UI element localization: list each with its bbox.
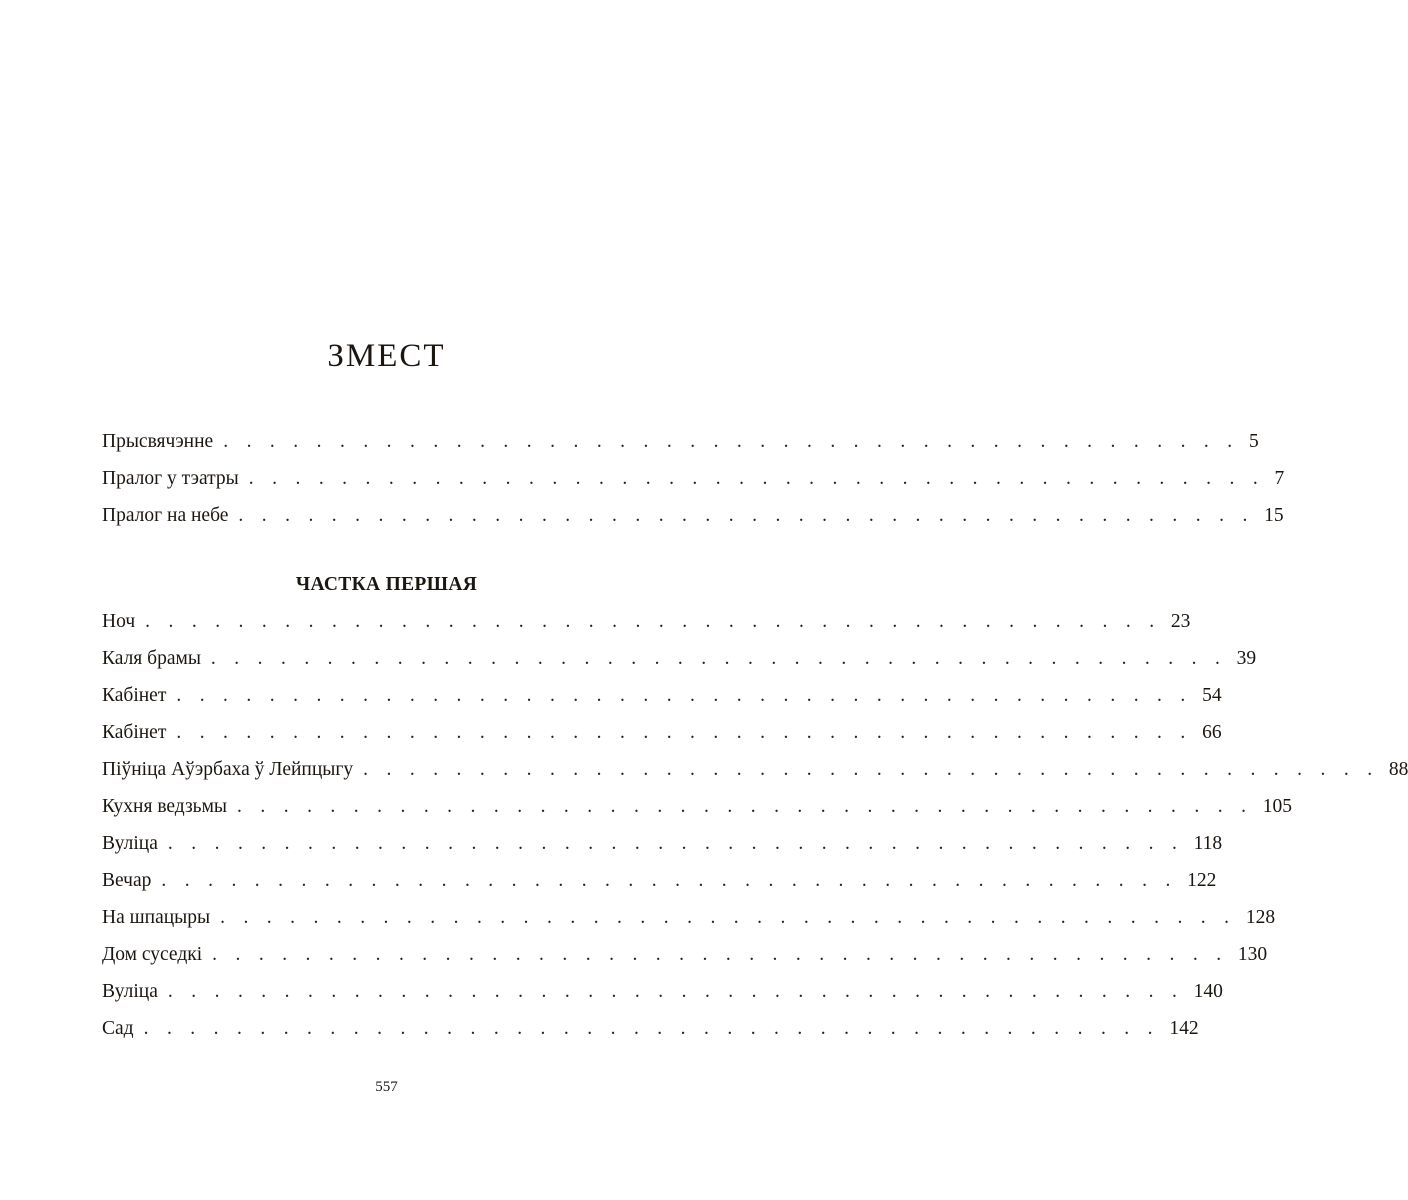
toc-entry-label: Кухня ведзьмы [102, 796, 228, 817]
toc-entry-page: 7 [1274, 468, 1285, 489]
dot-leader: . . . . . . . . . . . . . . . . . . . . . . . . . . . . . . . . . . . . . . . . . . . . [237, 796, 1253, 817]
toc-entry-label: Прысвячэнне [102, 431, 214, 452]
toc-entry[interactable] [102, 1010, 1199, 1047]
toc-entry-label: На шпацыры [102, 907, 211, 928]
toc-entry-page: 15 [1264, 505, 1284, 526]
toc-entry-label: Кабінет [102, 722, 167, 743]
toc-entry-page: 66 [1202, 722, 1222, 743]
toc-entry[interactable] [102, 973, 1223, 1010]
toc-entry-label: Вечар [102, 870, 152, 891]
toc-entry[interactable] [102, 460, 1285, 497]
toc-entry-label: Вуліца [102, 981, 158, 1002]
toc-entry[interactable] [102, 714, 1222, 751]
toc-entry-page: 39 [1236, 648, 1257, 669]
dot-leader: . . . . . . . . . . . . . . . . . . . . . . . . . . . . . . . . . . . . . . . . . . . . [248, 468, 1265, 489]
toc-entry[interactable] [102, 640, 1257, 677]
toc-entry-page: 105 [1262, 796, 1292, 817]
toc-entry-label: Каля брамы [102, 648, 201, 669]
section-heading-part-one: ЧАСТКА ПЕРШАЯ [295, 574, 478, 595]
dot-leader: . . . . . . . . . . . . . . . . . . . . . . . . . . . . . . . . . . . . . . . . . . . . [220, 907, 1236, 928]
toc-entry-label: Піўніца Аўэрбаха ў Лейпцыгу [102, 759, 354, 780]
toc-entry-label: Дом суседкі [102, 944, 203, 965]
toc-entry[interactable] [102, 603, 1191, 640]
dot-leader: . . . . . . . . . . . . . . . . . . . . . . . . . . . . . . . . . . . . . . . . . . . . [210, 648, 1227, 669]
toc-entry-label: Вуліца [102, 833, 158, 854]
toc-entry-page: 140 [1193, 981, 1223, 1002]
dot-leader: . . . . . . . . . . . . . . . . . . . . . . . . . . . . . . . . . . . . . . . . . . . . [238, 505, 1255, 526]
dot-leader: . . . . . . . . . . . . . . . . . . . . . . . . . . . . . . . . . . . . . . . . . . . . [161, 870, 1178, 891]
toc-entry-label: Сад [102, 1018, 134, 1039]
toc-entry-label: Пралог на небе [102, 505, 229, 526]
toc-entry-label: Ноч [102, 611, 136, 632]
toc-entry-page: 23 [1170, 611, 1191, 632]
toc-entry-page: 122 [1187, 870, 1217, 891]
toc-entry[interactable] [102, 899, 1276, 936]
toc-entry-page: 5 [1248, 431, 1259, 452]
toc-entry[interactable] [102, 825, 1223, 862]
page-title: ЗМЕСТ [327, 338, 446, 374]
toc-entry-page: 130 [1237, 944, 1268, 965]
toc-entry-label: Кабінет [102, 685, 167, 706]
page-number: 557 [375, 1079, 398, 1095]
toc-entry[interactable] [102, 751, 1408, 788]
dot-leader: . . . . . . . . . . . . . . . . . . . . . . . . . . . . . . . . . . . . . . . . . . . . [145, 611, 1161, 632]
toc-entry-page: 142 [1169, 1018, 1199, 1039]
dot-leader: . . . . . . . . . . . . . . . . . . . . . . . . . . . . . . . . . . . . . . . . . . . . [167, 981, 1184, 1002]
toc-front-matter [102, 423, 1285, 534]
toc-part-one [102, 603, 1408, 1047]
toc-entry-page: 88 [1388, 759, 1408, 780]
toc-entry[interactable] [102, 862, 1217, 899]
toc-entry[interactable] [102, 936, 1268, 973]
toc-entry[interactable] [102, 788, 1292, 825]
toc-entry[interactable] [102, 497, 1284, 534]
toc-entry-page: 128 [1245, 907, 1276, 928]
dot-leader: . . . . . . . . . . . . . . . . . . . . . . . . . . . . . . . . . . . . . . . . . . . . [176, 722, 1193, 743]
toc-entry-label: Пралог у тэатры [102, 468, 239, 489]
dot-leader: . . . . . . . . . . . . . . . . . . . . . . . . . . . . . . . . . . . . . . . . . . . . [212, 944, 1228, 965]
dot-leader: . . . . . . . . . . . . . . . . . . . . . . . . . . . . . . . . . . . . . . . . . . . . [143, 1018, 1160, 1039]
dot-leader: . . . . . . . . . . . . . . . . . . . . . . . . . . . . . . . . . . . . . . . . . . . . [167, 833, 1184, 854]
toc-entry[interactable] [102, 423, 1259, 460]
dot-leader: . . . . . . . . . . . . . . . . . . . . . . . . . . . . . . . . . . . . . . . . . . . . [176, 685, 1193, 706]
toc-entry-page: 118 [1193, 833, 1223, 854]
dot-leader: . . . . . . . . . . . . . . . . . . . . . . . . . . . . . . . . . . . . . . . . . . . . [363, 759, 1379, 780]
toc-entry-page: 54 [1202, 685, 1222, 706]
toc-entry[interactable] [102, 677, 1222, 714]
dot-leader: . . . . . . . . . . . . . . . . . . . . . . . . . . . . . . . . . . . . . . . . . . . . [223, 431, 1239, 452]
